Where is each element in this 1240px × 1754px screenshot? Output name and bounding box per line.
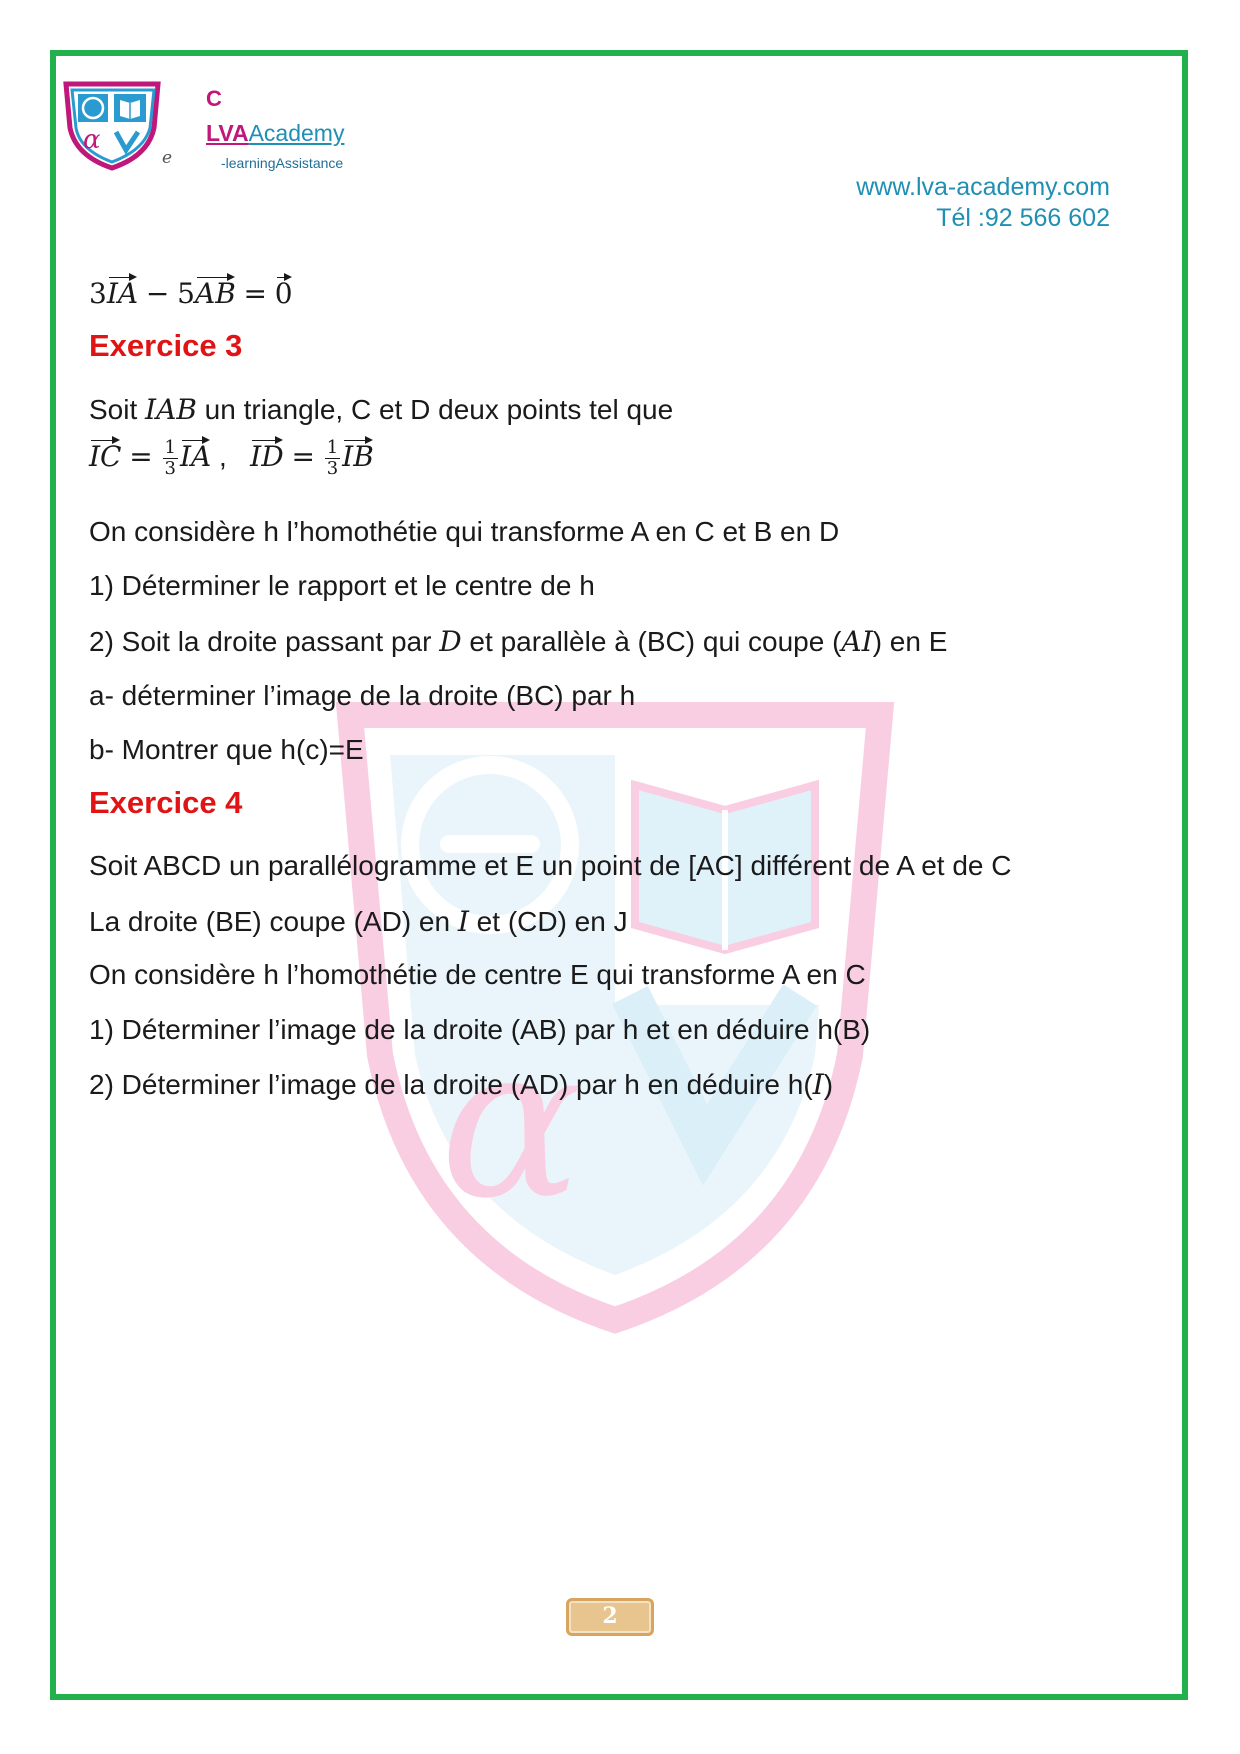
ex3-question-2 <box>89 625 947 658</box>
vector-id: ID <box>250 440 284 473</box>
ex3-question-a: a- déterminer l’image de la droite (BC) par h <box>89 680 636 711</box>
ex3-intro-pre: Soit <box>89 394 146 425</box>
ex3-q2-d: D <box>439 625 462 658</box>
frac-num: 1 <box>164 437 176 459</box>
ex3-q2-pre: 2) Soit la droite passant par <box>89 626 440 657</box>
ex3-line3: On considère h l’homothétie qui transforme A en C et B en D <box>89 516 840 547</box>
zero-vector: 0 <box>274 277 293 310</box>
website-link[interactable]: www.lva-academy.com <box>856 173 1110 201</box>
ex3-q2-post: ) en E <box>872 626 948 657</box>
equals-sign: = <box>291 440 315 473</box>
vector-ia: IA <box>179 440 212 473</box>
brand-e: e <box>162 148 173 168</box>
academy-logo <box>58 78 168 173</box>
minus-sign: − <box>145 277 170 310</box>
phone-number: Tél :92 566 602 <box>936 204 1110 232</box>
ex3-question-b: b- Montrer que h(c)=E <box>89 734 364 765</box>
exercice-3-title: Exercice 3 <box>89 328 243 363</box>
ex4-q2-pre: 2) Déterminer l’image de la droite (AD) par h en déduire h( <box>89 1069 813 1100</box>
contact-block <box>856 172 1110 234</box>
svg-text:α: α <box>83 125 101 155</box>
ex3-question-1: 1) Déterminer le rapport et le centre de h <box>89 570 595 601</box>
page-number-badge: 2 <box>566 1598 654 1636</box>
brand-academy: Academy <box>248 120 345 146</box>
ex4-line1: Soit ABCD un parallélogramme et E un point de [AC] différent de A et de C <box>89 850 1012 881</box>
ex3-q2-mid: et parallèle à (BC) qui coupe ( <box>461 626 842 657</box>
brand-name[interactable] <box>206 120 344 147</box>
vector-ab: AB <box>194 277 236 310</box>
ex4-q2-i: I <box>812 1068 824 1101</box>
frac-den: 3 <box>326 458 339 480</box>
ex3-intro-post: un triangle, C et D deux points tel que <box>196 394 674 425</box>
fraction-one-third <box>325 438 340 479</box>
ex4-question-2 <box>89 1068 833 1101</box>
brand-c: C <box>206 86 222 111</box>
ex4-line2-post: et (CD) en J <box>468 906 628 937</box>
ex3-intro <box>89 393 673 426</box>
top-equation <box>89 275 293 310</box>
ex4-q2-post: ) <box>823 1069 834 1100</box>
ex3-intro-math: IAB <box>145 393 197 426</box>
brand-lva: LVA <box>206 120 249 146</box>
svg-text:α: α <box>440 1000 582 1245</box>
coef-5: 5 <box>177 277 195 310</box>
exercice-4-title: Exercice 4 <box>89 785 243 820</box>
separator: , <box>211 441 227 472</box>
ex4-line3: On considère h l’homothétie de centre E qui transforme A en C <box>89 959 866 990</box>
ex4-line2-i: I <box>457 905 469 938</box>
ex4-line2-pre: La droite (BE) coupe (AD) en <box>89 906 458 937</box>
equals-sign: = <box>243 277 268 310</box>
fraction-one-third <box>163 438 178 479</box>
brand-tagline: -learningAssistance <box>221 155 344 171</box>
vector-ic: IC <box>89 440 122 473</box>
coef-3: 3 <box>89 277 107 310</box>
ex3-vector-equations <box>89 438 374 479</box>
ex3-q2-ai: AI <box>841 625 873 658</box>
equals-sign: = <box>129 440 153 473</box>
vector-ia: IA <box>106 277 139 310</box>
vector-ib: IB <box>342 440 374 473</box>
ex4-line2 <box>89 905 628 938</box>
ex4-question-1: 1) Déterminer l’image de la droite (AB) par h et en déduire h(B) <box>89 1014 871 1045</box>
frac-den: 3 <box>164 458 176 480</box>
frac-num: 1 <box>326 437 339 459</box>
